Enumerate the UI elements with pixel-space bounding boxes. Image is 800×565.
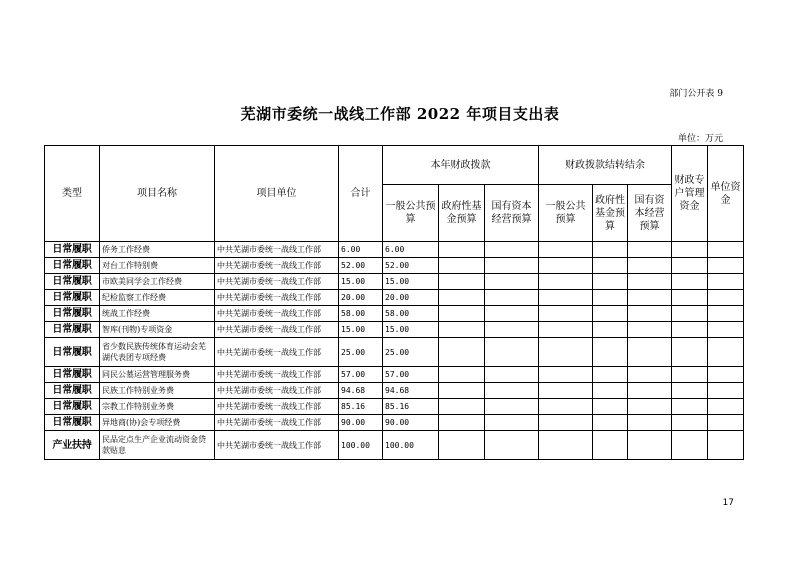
cell-project-name: 宗教工作特别业务费 — [100, 399, 215, 415]
cell-type: 产业扶持 — [45, 431, 100, 460]
table-row — [45, 383, 744, 399]
cell-cy-general: 57.00 — [383, 367, 439, 383]
cell-unit-fund — [708, 274, 744, 290]
cell-unit-fund — [708, 306, 744, 322]
cell-total: 58.00 — [339, 306, 383, 322]
cell-cy-state-capital — [485, 242, 539, 258]
cell-project-name: 智库(刊物)专项资金 — [100, 322, 215, 338]
cell-co-gov-fund — [593, 274, 628, 290]
cell-special-fund — [672, 322, 708, 338]
cell-special-fund — [672, 290, 708, 306]
cell-total: 94.68 — [339, 383, 383, 399]
cell-unit-fund — [708, 322, 744, 338]
cell-co-gov-fund — [593, 367, 628, 383]
header-total: 合计 — [339, 146, 383, 242]
header-current-year-group: 本年财政拨款 — [383, 146, 539, 185]
cell-cy-state-capital — [485, 383, 539, 399]
table-row — [45, 274, 744, 290]
cell-project-name: 侨务工作经费 — [100, 242, 215, 258]
cell-co-gov-fund — [593, 258, 628, 274]
cell-cy-general: 90.00 — [383, 415, 439, 431]
cell-project-name: 纪检监察工作经费 — [100, 290, 215, 306]
cell-type: 日常履职 — [45, 338, 100, 367]
cell-co-gov-fund — [593, 399, 628, 415]
cell-cy-general: 15.00 — [383, 322, 439, 338]
cell-cy-gov-fund — [439, 274, 485, 290]
cell-co-general — [539, 242, 593, 258]
header-co-general: 一般公共预算 — [539, 185, 593, 242]
cell-cy-general: 6.00 — [383, 242, 439, 258]
cell-co-gov-fund — [593, 338, 628, 367]
cell-type: 日常履职 — [45, 383, 100, 399]
table-row — [45, 338, 744, 367]
cell-project-unit: 中共芜湖市委统一战线工作部 — [215, 242, 339, 258]
cell-project-unit: 中共芜湖市委统一战线工作部 — [215, 306, 339, 322]
cell-co-general — [539, 338, 593, 367]
cell-cy-general: 25.00 — [383, 338, 439, 367]
cell-project-name: 异地商(协)会专项经费 — [100, 415, 215, 431]
header-co-gov-fund: 政府性基金预算 — [593, 185, 628, 242]
cell-co-state-capital — [628, 399, 672, 415]
cell-cy-gov-fund — [439, 367, 485, 383]
cell-unit-fund — [708, 242, 744, 258]
cell-co-general — [539, 415, 593, 431]
unit-label: 单位：万元 — [677, 134, 723, 144]
cell-co-state-capital — [628, 274, 672, 290]
cell-cy-general: 52.00 — [383, 258, 439, 274]
cell-total: 90.00 — [339, 415, 383, 431]
cell-cy-state-capital — [485, 399, 539, 415]
table-row — [45, 258, 744, 274]
cell-co-gov-fund — [593, 290, 628, 306]
cell-cy-gov-fund — [439, 383, 485, 399]
cell-co-gov-fund — [593, 383, 628, 399]
cell-cy-gov-fund — [439, 322, 485, 338]
header-project-unit: 项目单位 — [215, 146, 339, 242]
page-number: 17 — [722, 498, 734, 508]
cell-co-general — [539, 274, 593, 290]
header-cy-general: 一般公共预算 — [383, 185, 439, 242]
cell-unit-fund — [708, 431, 744, 460]
cell-type: 日常履职 — [45, 274, 100, 290]
table-row — [45, 242, 744, 258]
cell-co-gov-fund — [593, 431, 628, 460]
cell-special-fund — [672, 258, 708, 274]
cell-special-fund — [672, 367, 708, 383]
cell-cy-state-capital — [485, 431, 539, 460]
cell-cy-state-capital — [485, 306, 539, 322]
cell-project-name: 民品定点生产企业流动资金贷款贴息 — [100, 431, 215, 460]
header-special-fund: 财政专户管理资金 — [672, 146, 708, 242]
cell-type: 日常履职 — [45, 415, 100, 431]
cell-project-name: 市欧美同学会工作经费 — [100, 274, 215, 290]
cell-co-gov-fund — [593, 242, 628, 258]
cell-cy-general: 58.00 — [383, 306, 439, 322]
cell-special-fund — [672, 415, 708, 431]
cell-unit-fund — [708, 258, 744, 274]
cell-type: 日常履职 — [45, 306, 100, 322]
table-row — [45, 290, 744, 306]
cell-cy-state-capital — [485, 415, 539, 431]
cell-total: 15.00 — [339, 274, 383, 290]
cell-total: 25.00 — [339, 338, 383, 367]
header-co-state-capital: 国有资本经营预算 — [628, 185, 672, 242]
cell-project-name: 民族工作特别业务费 — [100, 383, 215, 399]
cell-co-gov-fund — [593, 415, 628, 431]
cell-unit-fund — [708, 290, 744, 306]
table-body — [45, 242, 744, 460]
cell-cy-gov-fund — [439, 338, 485, 367]
cell-cy-gov-fund — [439, 399, 485, 415]
cell-type: 日常履职 — [45, 322, 100, 338]
header-type: 类型 — [45, 146, 100, 242]
cell-project-unit: 中共芜湖市委统一战线工作部 — [215, 290, 339, 306]
cell-project-unit: 中共芜湖市委统一战线工作部 — [215, 367, 339, 383]
cell-co-general — [539, 431, 593, 460]
cell-cy-gov-fund — [439, 415, 485, 431]
cell-project-name: 对台工作特别费 — [100, 258, 215, 274]
cell-co-state-capital — [628, 383, 672, 399]
cell-special-fund — [672, 242, 708, 258]
cell-co-general — [539, 383, 593, 399]
header-cy-state-capital: 国有资本经营预算 — [485, 185, 539, 242]
cell-cy-gov-fund — [439, 258, 485, 274]
cell-unit-fund — [708, 399, 744, 415]
cell-type: 日常履职 — [45, 367, 100, 383]
cell-unit-fund — [708, 383, 744, 399]
table-row — [45, 415, 744, 431]
cell-type: 日常履职 — [45, 258, 100, 274]
cell-co-state-capital — [628, 338, 672, 367]
cell-co-state-capital — [628, 258, 672, 274]
cell-cy-gov-fund — [439, 242, 485, 258]
cell-cy-general: 20.00 — [383, 290, 439, 306]
cell-project-unit: 中共芜湖市委统一战线工作部 — [215, 274, 339, 290]
cell-project-unit: 中共芜湖市委统一战线工作部 — [215, 338, 339, 367]
cell-total: 52.00 — [339, 258, 383, 274]
cell-special-fund — [672, 274, 708, 290]
cell-total: 6.00 — [339, 242, 383, 258]
cell-cy-state-capital — [485, 338, 539, 367]
cell-total: 85.16 — [339, 399, 383, 415]
cell-project-name: 省少数民族传统体育运动会芜湖代表团专项经费 — [100, 338, 215, 367]
table-row — [45, 367, 744, 383]
cell-special-fund — [672, 306, 708, 322]
header-carryover-group: 财政拨款结转结余 — [539, 146, 672, 185]
cell-project-unit: 中共芜湖市委统一战线工作部 — [215, 258, 339, 274]
cell-unit-fund — [708, 367, 744, 383]
cell-co-state-capital — [628, 242, 672, 258]
cell-cy-general: 15.00 — [383, 274, 439, 290]
cell-co-state-capital — [628, 431, 672, 460]
header-project-name: 项目名称 — [100, 146, 215, 242]
cell-total: 100.00 — [339, 431, 383, 460]
cell-co-general — [539, 306, 593, 322]
cell-co-general — [539, 258, 593, 274]
cell-co-state-capital — [628, 415, 672, 431]
cell-project-name: 统战工作经费 — [100, 306, 215, 322]
cell-cy-gov-fund — [439, 306, 485, 322]
cell-special-fund — [672, 383, 708, 399]
cell-co-gov-fund — [593, 306, 628, 322]
cell-co-state-capital — [628, 290, 672, 306]
cell-cy-general: 100.00 — [383, 431, 439, 460]
table-row — [45, 399, 744, 415]
cell-project-name: 同民公墓运营管理服务费 — [100, 367, 215, 383]
cell-type: 日常履职 — [45, 242, 100, 258]
cell-co-general — [539, 399, 593, 415]
cell-cy-general: 94.68 — [383, 383, 439, 399]
cell-unit-fund — [708, 338, 744, 367]
header-cy-gov-fund: 政府性基金预算 — [439, 185, 485, 242]
cell-special-fund — [672, 431, 708, 460]
cell-project-unit: 中共芜湖市委统一战线工作部 — [215, 431, 339, 460]
table-row — [45, 431, 744, 460]
cell-project-unit: 中共芜湖市委统一战线工作部 — [215, 383, 339, 399]
cell-cy-gov-fund — [439, 431, 485, 460]
cell-project-unit: 中共芜湖市委统一战线工作部 — [215, 399, 339, 415]
cell-total: 57.00 — [339, 367, 383, 383]
project-expenditure-table — [44, 145, 744, 460]
cell-cy-gov-fund — [439, 290, 485, 306]
cell-cy-state-capital — [485, 322, 539, 338]
page-title: 芜湖市委统一战线工作部 2022 年项目支出表 — [240, 105, 560, 123]
cell-cy-state-capital — [485, 258, 539, 274]
cell-total: 15.00 — [339, 322, 383, 338]
cell-special-fund — [672, 399, 708, 415]
cell-co-state-capital — [628, 367, 672, 383]
cell-special-fund — [672, 338, 708, 367]
table-row — [45, 306, 744, 322]
cell-unit-fund — [708, 415, 744, 431]
cell-cy-state-capital — [485, 274, 539, 290]
cell-project-unit: 中共芜湖市委统一战线工作部 — [215, 415, 339, 431]
cell-type: 日常履职 — [45, 399, 100, 415]
cell-cy-state-capital — [485, 367, 539, 383]
header-unit-fund: 单位资金 — [708, 146, 744, 242]
cell-co-general — [539, 367, 593, 383]
cell-co-state-capital — [628, 306, 672, 322]
cell-co-general — [539, 290, 593, 306]
cell-co-state-capital — [628, 322, 672, 338]
cell-co-gov-fund — [593, 322, 628, 338]
cell-co-general — [539, 322, 593, 338]
cell-project-unit: 中共芜湖市委统一战线工作部 — [215, 322, 339, 338]
cell-total: 20.00 — [339, 290, 383, 306]
cell-cy-general: 85.16 — [383, 399, 439, 415]
cell-type: 日常履职 — [45, 290, 100, 306]
doc-code: 部门公开表 9 — [669, 89, 723, 99]
table-row — [45, 322, 744, 338]
cell-cy-state-capital — [485, 290, 539, 306]
